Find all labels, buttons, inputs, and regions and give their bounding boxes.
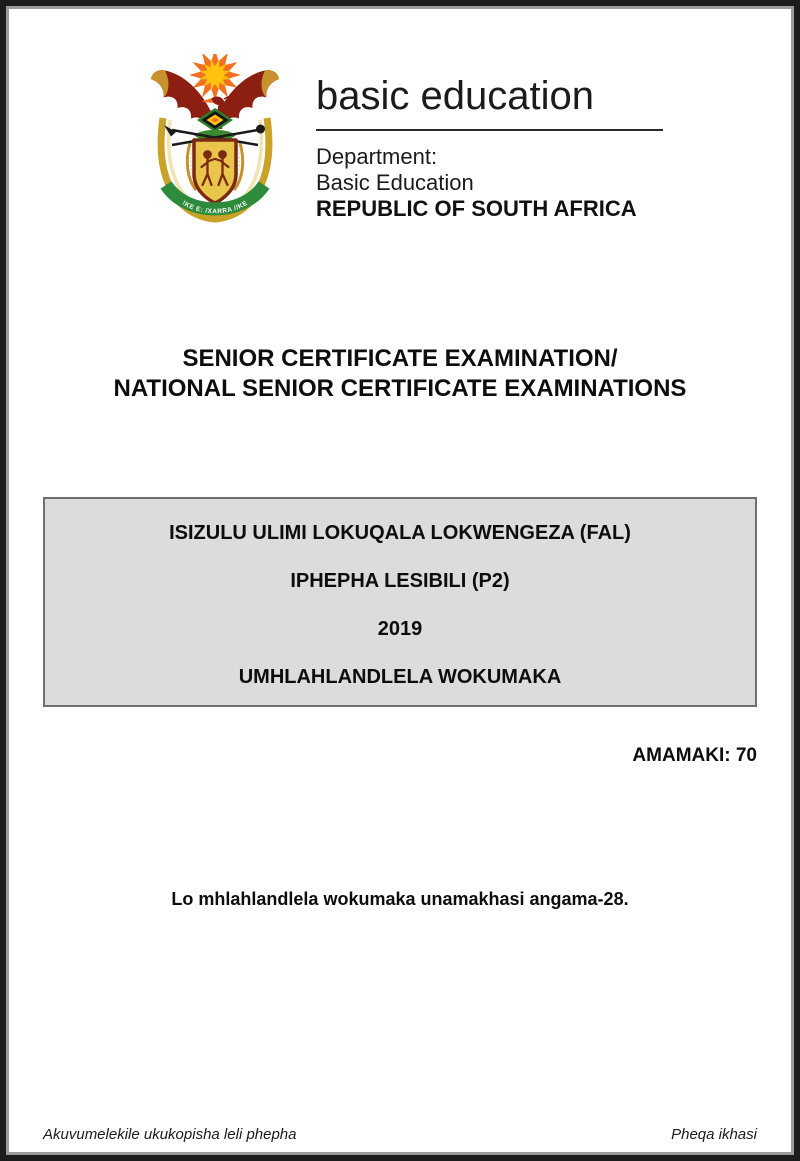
coat-of-arms-logo [145,54,295,234]
subject-box [43,497,757,707]
page-footer [43,1126,757,1143]
department-label: Department: [316,144,438,169]
subject-name: ISIZULU ULIMI LOKUQALA LOKWENGEZA (FAL) [169,522,631,544]
country-name: REPUBLIC OF SOUTH AFRICA [316,196,637,221]
paper-number: IPHEPHA LESIBILI (P2) [290,570,510,592]
motto-text: !KE E: /XARRA //KE [180,199,250,216]
exam-title-line1: SENIOR CERTIFICATE EXAMINATION/ [182,345,618,372]
marks-label: AMAMAKI: [632,745,731,766]
shield-icon [194,140,236,203]
department-masthead [145,54,757,234]
exam-title-line2: NATIONAL SENIOR CERTIFICATE EXAMINATIONS [113,375,687,402]
footer-copyright-note: Akuvumelekile ukukopisha leli phepha [43,1126,297,1143]
masthead-text [316,54,663,222]
brand-underline [316,129,663,131]
exam-title [43,344,757,404]
footer-turn-over-note: Pheqa ikhasi [671,1126,757,1143]
page-count-note: Lo mhlahlandlela wokumaka unamakhasi angama-28. [171,889,629,909]
marks-value: 70 [735,745,757,766]
exam-year: 2019 [377,618,423,640]
marks-total [43,745,757,767]
department-name: Basic Education [316,170,474,195]
document-type: UMHLAHLANDLELA WOKUMAKA [238,666,562,688]
brand-wordmark: basic education [316,74,594,118]
